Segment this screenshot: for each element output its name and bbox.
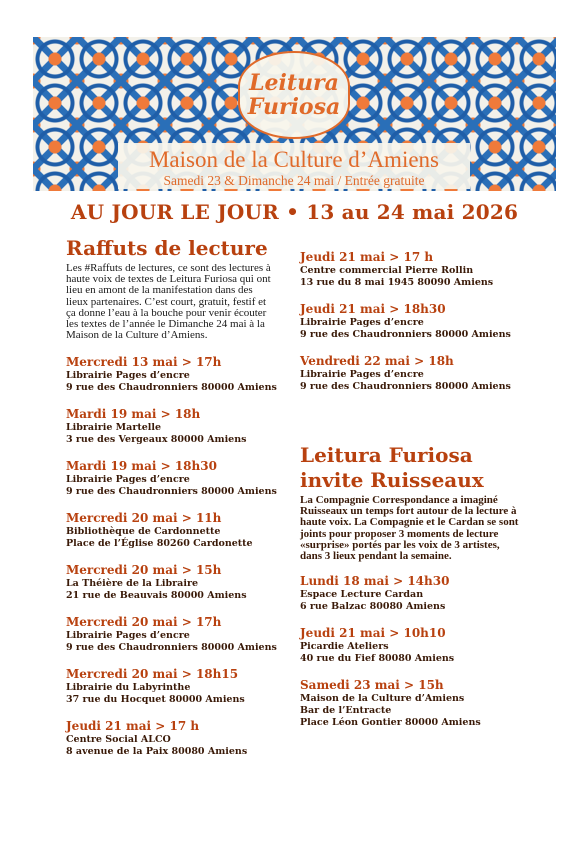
event-date: Jeudi 21 mai > 17 h xyxy=(300,250,434,264)
event-place: Espace Lecture Cardan xyxy=(300,589,424,601)
event-item xyxy=(66,667,296,706)
event-address: 13 rue du 8 mai 1945 80090 Amiens xyxy=(300,277,494,288)
event-address: 40 rue du Fief 80080 Amiens xyxy=(300,653,455,665)
event-place: Bibliothèque de Cardonnette xyxy=(66,526,221,538)
event-place-secondary: Bar de l’Entracte xyxy=(300,705,392,717)
festival-logo xyxy=(238,51,350,139)
logo-line-1: Leitura xyxy=(249,70,339,96)
event-item xyxy=(66,459,296,498)
invite-intro: La Compagnie Correspondance a imaginé Ruisseaux un temps fort autour de la lecture à haute voix. La Compagnie et le Cardan se sont joints pour proposer 3 moments de lecture «surprise» portés par les voix de 3 artistes, dans 3 lieux pendant la semaine. xyxy=(300,494,519,563)
event-place: Librairie Pages d’encre xyxy=(66,474,190,486)
page-headline: AU JOUR LE JOUR • 13 au 24 mai 2026 xyxy=(70,200,519,224)
event-address: 37 rue du Hocquet 80000 Amiens xyxy=(66,694,245,706)
event-item xyxy=(66,355,296,394)
event-address: 3 rue des Vergeaux 80000 Amiens xyxy=(66,434,247,446)
event-date: Mercredi 20 mai > 18h15 xyxy=(66,667,239,682)
event-item xyxy=(66,615,296,654)
event-place: Librairie Pages d’encre xyxy=(66,370,190,382)
event-place: Librairie du Labyrinthe xyxy=(66,682,191,694)
section-title-invite-1: Leitura Furiosa xyxy=(300,443,473,467)
event-place: Maison de la Culture d’Amiens xyxy=(300,693,465,705)
event-item xyxy=(66,407,296,446)
event-address: 9 rue des Chaudronniers 80000 Amiens xyxy=(66,486,277,498)
event-date: Mercredi 20 mai > 15h xyxy=(66,563,222,578)
raffuts-intro: Les #Raffuts de lectures, ce sont des lectures à haute voix de textes de Leitura Furiosa qui ont lieu en amont de la manifestation dans des lieux partenaires. C’est court, gratuit, festif et ça donne l’eau à la bouche pour venir écouter les textes de l’année le Dimanche 24 mai à la Maison de la Culture d’Amiens. xyxy=(66,262,271,342)
venue-title: Maison de la Culture d’Amiens xyxy=(148,147,439,172)
section-title-raffuts: Raffuts de lecture xyxy=(66,236,268,260)
event-address: 9 rue des Chaudronniers 80000 Amiens xyxy=(66,642,277,654)
event-place: La Théière de la Libraire xyxy=(66,578,198,590)
event-date: Mercredi 13 mai > 17h xyxy=(66,355,222,370)
banner-band xyxy=(118,143,470,189)
event-place: Centre Social ALCO xyxy=(66,734,171,746)
event-date: Mardi 19 mai > 18h30 xyxy=(66,459,217,474)
event-address: 9 rue des Chaudronniers 80000 Amiens xyxy=(300,329,511,340)
invite-section xyxy=(300,443,530,729)
event-address: 8 avenue de la Paix 80080 Amiens xyxy=(66,746,248,758)
event-item xyxy=(300,250,530,289)
event-date: Jeudi 21 mai > 18h30 xyxy=(300,302,446,316)
event-address: Place de l’Église 80260 Cardonette xyxy=(66,538,253,550)
event-place: Librairie Pages d’encre xyxy=(66,630,190,642)
event-item xyxy=(66,719,296,758)
event-date: Jeudi 21 mai > 10h10 xyxy=(300,626,446,641)
event-item xyxy=(300,574,530,613)
event-place: Librairie Martelle xyxy=(66,422,162,434)
dates-subtitle: Samedi 23 & Dimanche 24 mai / Entrée gratuite xyxy=(163,173,425,188)
right-column xyxy=(300,250,530,729)
event-address: 9 rue des Chaudronniers 80000 Amiens xyxy=(300,381,511,392)
event-date: Samedi 23 mai > 15h xyxy=(300,678,444,693)
event-item xyxy=(300,678,530,729)
logo-line-2: Furiosa xyxy=(247,94,341,120)
event-address: Place Léon Gontier 80000 Amiens xyxy=(300,717,481,729)
event-item xyxy=(300,302,530,341)
event-date: Mardi 19 mai > 18h xyxy=(66,407,201,422)
event-address: 6 rue Balzac 80080 Amiens xyxy=(300,601,446,613)
event-item xyxy=(300,626,530,665)
event-date: Mercredi 20 mai > 11h xyxy=(66,511,222,526)
event-address: 9 rue des Chaudronniers 80000 Amiens xyxy=(66,382,277,394)
event-address: 21 rue de Beauvais 80000 Amiens xyxy=(66,590,247,602)
event-place: Centre commercial Pierre Rollin xyxy=(300,265,474,276)
event-place: Picardie Ateliers xyxy=(300,641,389,653)
event-item xyxy=(66,511,296,550)
left-column xyxy=(66,236,296,758)
event-date: Vendredi 22 mai > 18h xyxy=(300,354,454,368)
event-date: Lundi 18 mai > 14h30 xyxy=(300,574,450,589)
event-date: Mercredi 20 mai > 17h xyxy=(66,615,222,630)
event-place: Librairie Pages d’encre xyxy=(300,369,424,380)
event-item xyxy=(66,563,296,602)
event-item xyxy=(300,354,530,393)
event-place: Librairie Pages d’encre xyxy=(300,317,424,328)
section-title-invite-2: invite Ruisseaux xyxy=(300,468,484,492)
festival-banner xyxy=(33,37,556,191)
event-date: Jeudi 21 mai > 17 h xyxy=(66,719,200,734)
